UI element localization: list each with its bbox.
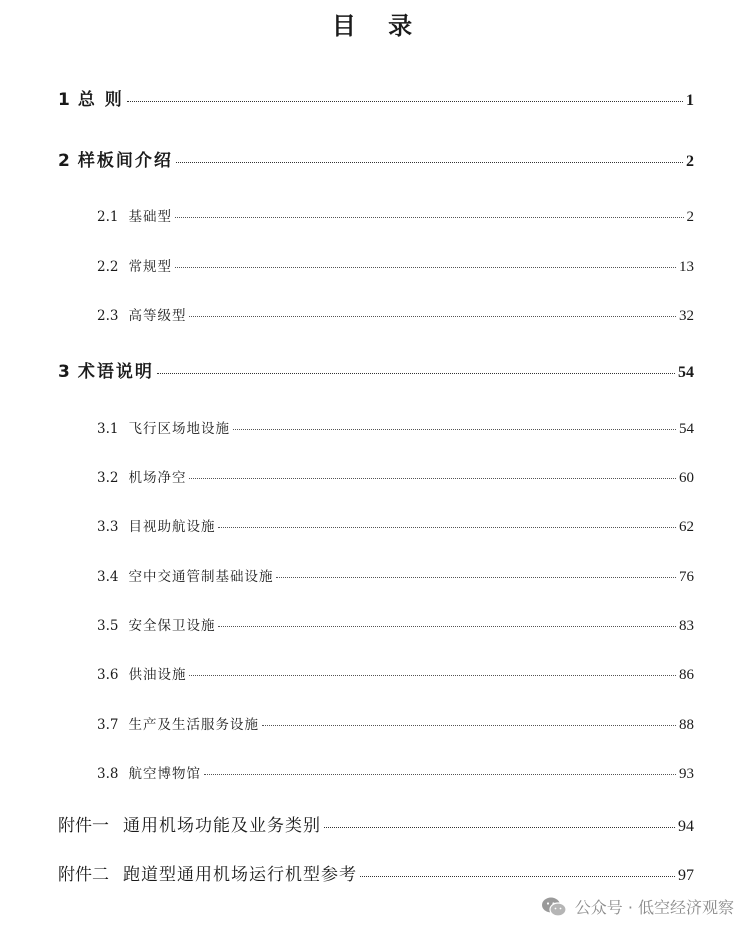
dot-leader [233,429,676,430]
toc-entry-page: 93 [679,766,694,782]
toc-entry-page: 88 [679,717,694,733]
toc-entry-title: 通用机场功能及业务类别 [123,816,321,836]
toc-entry-3-8[interactable] [97,762,694,783]
toc-entry-number: 3.6 [97,667,119,683]
toc-entry-number: 2 [58,151,70,171]
dot-leader [218,527,676,528]
dot-leader [189,675,676,676]
toc-entry-number: 3.4 [97,569,119,585]
toc-entry-title: 航空博物馆 [128,766,201,782]
toc-entry-page: 76 [679,569,694,585]
toc-entry-title: 总 则 [77,90,124,110]
toc-entry-title: 供油设施 [128,667,187,683]
toc-entry-number: 2.2 [97,259,119,275]
toc-entry-title: 术语说明 [77,362,154,382]
toc-entry-title: 生产及生活服务设施 [128,717,259,733]
dot-leader [157,373,675,374]
toc-entry-page: 2 [686,153,694,170]
toc-entry-title: 常规型 [128,259,172,275]
watermark [541,895,734,918]
toc-entry-2-1[interactable] [97,205,694,226]
toc-entry-page: 1 [686,92,694,109]
toc-entry-title: 样板间介绍 [77,151,173,171]
toc-entry-3[interactable] [58,357,694,382]
toc-entry-title: 飞行区场地设施 [128,421,230,437]
toc-entry-number: 1 [58,90,70,110]
toc-entry-title: 空中交通管制基础设施 [128,569,274,585]
toc-entry-number: 3.5 [97,618,119,634]
toc-entry-appendix-2[interactable] [58,860,694,885]
dot-leader [324,827,675,828]
dot-leader [189,316,676,317]
wechat-icon [541,896,567,918]
toc-entry-page: 62 [679,519,694,535]
dot-leader [360,876,675,877]
dot-leader [204,774,676,775]
page-title: 目 录 [331,12,425,40]
toc-entry-3-4[interactable] [97,565,694,586]
toc-entry-3-5[interactable] [97,614,694,635]
dot-leader [189,478,676,479]
toc-entry-page: 54 [679,421,694,437]
toc-entry-number: 3.1 [97,421,119,437]
toc-entry-page: 13 [679,259,694,275]
dot-leader [127,101,683,102]
toc-entry-page: 97 [678,867,694,884]
toc-entry-number: 3.8 [97,766,119,782]
toc-entry-number: 3.3 [97,519,119,535]
toc-entry-2-3[interactable] [97,304,694,325]
toc-entry-2[interactable] [58,146,694,171]
toc-entry-title: 安全保卫设施 [128,618,216,634]
toc-entry-title: 跑道型通用机场运行机型参考 [123,865,357,885]
toc-entry-appendix-1[interactable] [58,811,694,836]
dot-leader [276,577,676,578]
toc-entry-title: 机场净空 [128,470,187,486]
dot-leader [175,217,684,218]
toc-entry-3-2[interactable] [97,466,694,487]
dot-leader [176,162,683,163]
toc-entry-page: 60 [679,470,694,486]
toc-entry-3-7[interactable] [97,713,694,734]
toc-entry-2-2[interactable] [97,255,694,276]
toc-entry-title: 高等级型 [128,308,187,324]
toc-entry-page: 86 [679,667,694,683]
toc-entry-title: 目视助航设施 [128,519,216,535]
toc-entry-title: 基础型 [128,209,172,225]
toc-entry-3-6[interactable] [97,663,694,684]
dot-leader [218,626,676,627]
toc-entry-number: 2.1 [97,209,119,225]
toc-entry-page: 83 [679,618,694,634]
toc-entry-page: 54 [678,364,694,381]
toc-entry-page: 2 [686,209,694,225]
toc-entry-1[interactable] [58,85,694,110]
toc-entry-number: 附件一 [58,816,109,836]
dot-leader [262,725,676,726]
toc-entry-number: 附件二 [58,865,109,885]
toc-entry-number: 3 [58,362,70,382]
dot-leader [175,267,676,268]
toc-entry-number: 3.2 [97,470,119,486]
toc-entry-page: 94 [678,818,694,835]
toc-entry-number: 2.3 [97,308,119,324]
toc-entry-page: 32 [679,308,694,324]
watermark-text: 公众号 · 低空经济观察 [574,898,734,917]
toc-entry-3-1[interactable] [97,417,694,438]
toc-entry-3-3[interactable] [97,515,694,536]
toc-entry-number: 3.7 [97,717,119,733]
